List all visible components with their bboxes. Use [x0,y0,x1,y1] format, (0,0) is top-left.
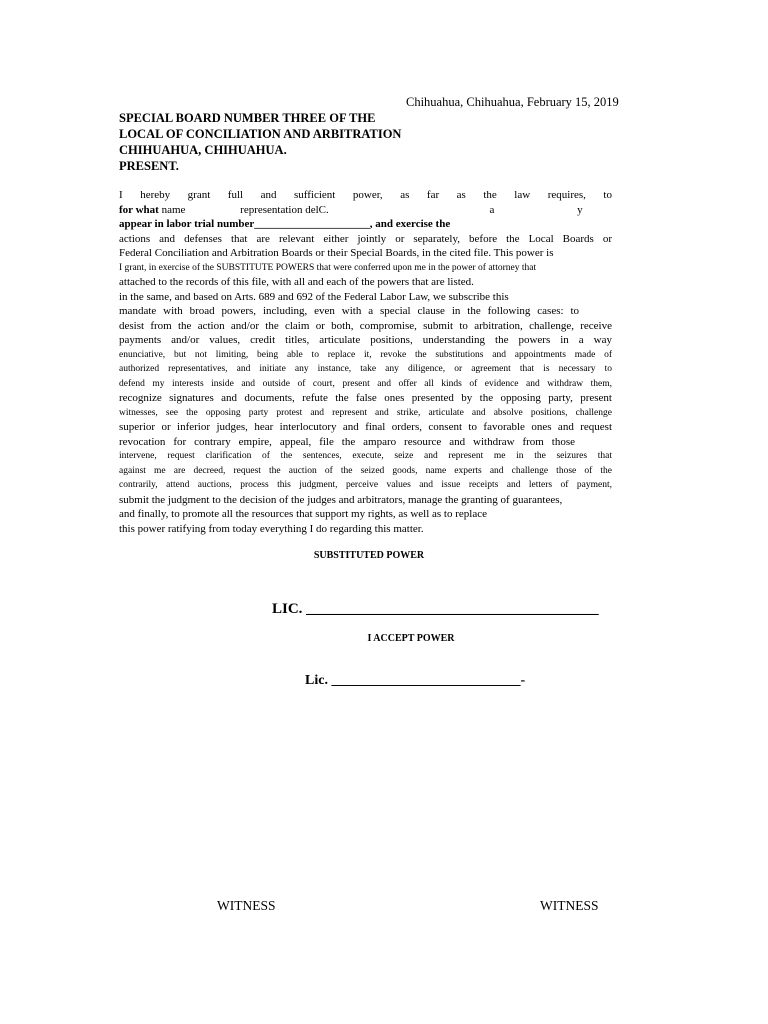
for-what-label: for what [119,203,159,216]
body-line: submit the judgment to the decision of the judges and arbitrators, manage the granting of guarantees, [119,493,563,506]
addressee-line-1: SPECIAL BOARD NUMBER THREE OF THE [119,111,376,125]
body-text [119,188,612,536]
body-line: attached to the records of this file, with all and each of the powers that are listed. [119,276,474,288]
accept-power-label: I ACCEPT POWER [367,633,455,644]
body-line: defend my interests inside and outside of court, present and offer all kinds of evidence and withdraw them, [119,378,612,389]
lic-signature-line-1: LIC. _______________________________________ [272,601,599,617]
body-line: intervene, request clarification of the sentences, execute, seize and represent me in the seizures that [119,451,612,461]
lic-signature-line-2: Lic. ___________________________- [305,673,526,688]
witness-right-label: WITNESS [540,898,599,913]
body-line: superior or inferior judges, hear interlocutory and final orders, consent to favorable ones and request [119,421,612,433]
name-label: name [161,203,186,216]
addressee-line-4: PRESENT. [119,159,179,173]
body-line: against me are decreed, request the auction of the seized goods, name experts and challenge those of the [119,465,612,476]
body-line-representation [119,203,612,218]
a-label: a [489,203,495,216]
body-line: Federal Conciliation and Arbitration Boards or their Special Boards, in the cited file. This power is [119,247,554,259]
body-line: actions and defenses that are relevant either jointly or separately, before the Local Boards or [119,232,612,245]
body-line: witnesses, see the opposing party protest and represent and strike, articulate and absolve positions, challenge [119,407,612,418]
body-line: revocation for contrary empire, appeal, file the amparo resource and withdraw from those [119,435,575,448]
body-line-trial-number: appear in labor trial number_____________________, and exercise the [119,218,451,230]
addressee-line-3: CHIHUAHUA, CHIHUAHUA. [119,143,287,157]
body-line: payments and/or values, credit titles, articulate positions, understanding the powers in a way [119,334,612,346]
body-line: desist from the action and/or the claim or both, compromise, submit to arbitration, challenge, receive [119,319,612,332]
addressee-line-2: LOCAL OF CONCILIATION AND ARBITRATION [119,127,402,141]
body-line: contrarily, attend auctions, process this judgment, perceive values and issue receipts and letters of payment, [119,480,612,490]
body-line: I grant, in exercise of the SUBSTITUTE POWERS that were conferred upon me in the power of attorney that [119,262,537,273]
body-line: enunciative, but not limiting, being able to replace it, revoke the substitutions and appointments made of [119,349,612,360]
body-line: and finally, to promote all the resources that support my rights, as well as to replace [119,508,487,520]
y-label: y [577,203,583,216]
body-line: authorized representatives, and initiate any instance, take any diligence, or agreement that is necessary to [119,364,612,374]
body-line: this power ratifying from today everything I do regarding this matter. [119,522,424,535]
body-line: recognize signatures and documents, refute the false ones presented by the opposing party, present [119,392,612,404]
body-line: I hereby grant full and sufficient power, as far as the law requires, to [119,189,612,201]
representation-label: representation delC. [240,203,329,216]
body-line: mandate with broad powers, including, even with a special clause in the following cases: to [119,305,579,317]
witness-left-label: WITNESS [217,898,276,913]
date-line: Chihuahua, Chihuahua, February 15, 2019 [406,95,619,109]
addressee-block [119,110,401,174]
substituted-power-label: SUBSTITUTED POWER [313,550,425,561]
body-line: in the same, and based on Arts. 689 and 692 of the Federal Labor Law, we subscribe this [119,290,509,303]
